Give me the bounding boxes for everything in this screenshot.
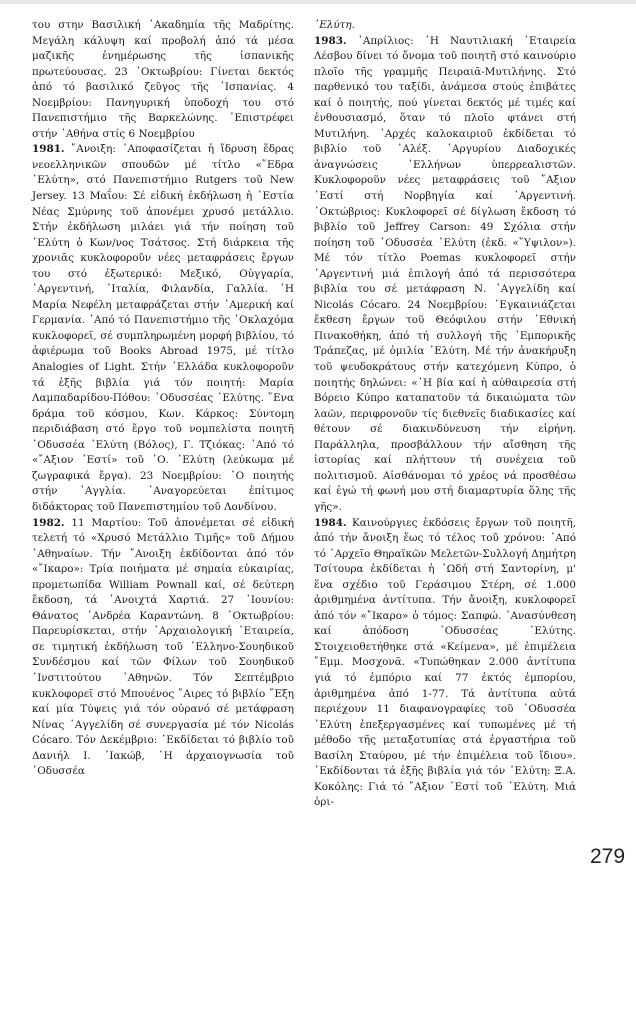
year-heading: 1984.: [314, 516, 347, 529]
year-heading: 1983.: [314, 34, 347, 47]
paragraph-1984: 1984. Καινούργιες ἐκδόσεις ἔργων τοῦ ποιητῆ, ἀπό τήν ἄνοιξη ἕως τό τέλος τοῦ χρόνου: ᾿Από τό ᾿Αρχεῖο Θηραϊκῶν Μελετῶν-Συλλογή Δημήτρη Τσίτουρα ἐκδίδεται ἡ ᾿Ωδή στή Σαντορίνη, μ' ἕνα σχέδιο τοῦ Γεράσιμου Στέρη, σέ 1.000 ἀριθμημένα ἀντίτυπα. Τήν ἄνοιξη, κυκλοφορεῖ ἀπό τόν «῎Ικαρο» ὁ τόμος: Σαπφώ. ᾿Ανασύνθεση καί ἀπόδοση ᾿Οδυσσέας ᾿Ελύτης. Στοιχειοθετήθηκε στά «Κείμενα», μέ ἐπιμέλεια ῎Εμμ. Μοσχονᾶ. «Τυπώθηκαν 2.000 ἀντίτυπα γιά τό ἐμπόριο καί 77 ἐκτός ἐμπορίου, ἀριθμημένα ἀπό 1-77. Τά ἀντίτυπα αὐτά περιέχουν 11 διαφανογραφίες τοῦ ᾿Οδυσσέα ᾿Ελύτη ἐπεξεργασμένες καί τυπωμένες μέ τή μέθοδο τῆς μεταξοτυπίας στά ἐργαστήρια τοῦ Βασίλη Σταύρου, μέ τήν ἐπιμέλεια τοῦ ἴδιου». ᾿Εκδίδονται τά ἑξῆς βιβλία γιά τόν ᾿Ελύτη: Ξ.Α. Κοκόλης: Γιά τό ῎Αξιον ᾿Εστί τοῦ ᾿Ελύτη. Μιά ὁρι-: [314, 516, 576, 809]
left-column: [32, 18, 294, 780]
paragraph-1981: 1981. ῎Ανοιξη: ᾿Αποφασίζεται ἡ ἵδρυση ἕδρας νεοελληνικῶν σπουδῶν μέ τίτλο «῞Εδρα ᾿Ελύτη», στό Πανεπιστήμιο Rutgers τοῦ New Jersey. 13 Μαΐου: Σέ εἰδική ἐκδήλωση ἡ ῾Εστία Νέας Σμύρνης τοῦ ἀπονέμει χρυσό μετάλλιο. Στήν ἐκδήλωση μιλάει γιά τήν ποίηση τοῦ ᾿Ελύτη ὁ Κων/νος Τσάτσος. Στή διάρκεια τῆς χρονιᾶς κυκλοφοροῦν νέες μεταφράσεις ἔργων του στό ἐξωτερικό: Μεξικό, Οὐγγαρία, ᾿Αργεντινή, ᾿Ιταλία, Φιλανδία, Γαλλία. ῾Η Μαρία Νεφέλη μεταφράζεται στήν ᾿Αμερική καί Γερμανία. ᾿Από τό Πανεπιστήμιο τῆς ᾿Οκλαχόμα κυκλοφορεῖ, σέ συμπληρωμένη μορφή βιβλίου, τό ἀφιέρωμα τοῦ Books Abroad 1975, μέ τίτλο Analogies of Light. Στήν ῾Ελλάδα κυκλοφοροῦν τά ἑξῆς βιβλία γιά τόν ποιητή: Μαρία Λαμπαδαρίδου-Πόθου: ᾿Οδυσσέας ᾿Ελύτης. ῞Ενα δράμα τοῦ κόσμου, Κων. Κάρκος: Σύντομη περιδιάβαση στό ἔργο τοῦ νομπελίστα ποιητῆ ᾿Οδυσσέα ᾿Ελύτη (Βόλος), Γ. Τζιόκας: ᾿Από τό «῎Αξιον ᾿Εστί» τοῦ ᾿Ο. ᾿Ελύτη (λεύκωμα μέ ζωγραφικά ἔργα). 23 Νοεμβρίου: ῾Ο ποιητής στήν ᾿Αγγλία. ᾿Αναγορεύεται ἐπίτιμος διδάκτορας τοῦ Πανεπιστημίου τοῦ Λονδίνου.: [32, 143, 294, 513]
paragraph-1982: 1982. 11 Μαρτίου: Τοῦ ἀπονέμεται σέ εἰδική τελετή τό «Χρυσό Μετάλλιο Τιμῆς» τοῦ Δήμου ᾿Αθηναίων. Τήν ῎Ανοιξη ἐκδίδονται ἀπό τόν «῎Ικαρο»: Τρία ποιήματα μέ σημαία εὐκαιρίας, προμετωπίδα William Pownall καί, σέ δεύτερη ἔκδοση, τά ᾿Ανοιχτά Χαρτιά. 27 ᾿Ιουνίου: Θάνατος ᾿Ανδρέα Καραντώνη. 8 ᾿Οκτωβρίου: Παρευρίσκεται, στήν ᾿Αρχαιολογική ῾Εταιρεία, σε τιμητική ἐκδήλωση τοῦ ῾Ελληνο-Σουηδικοῦ Συνδέσμου καί τῶν Φίλων τοῦ Σουηδικοῦ ᾿Ινστιτούτου ᾿Αθηνῶν. Τόν Σεπτέμβριο κυκλοφορεῖ στό Μπουένος ῎Αιρες τό βιβλίο ῎Εξη καί μία Τύψεις γιά τόν οὐρανό σέ μετάφραση Νίνας ᾿Αγγελίδη σέ συνεργασία μέ τόν Nicolás Cócaro. Τόν Δεκέμβριο: ᾿Εκδίδεται τό βιβλίο τοῦ Δανιήλ Ι. ᾿Ιακώβ, ῾Η ἀρχαιογνωσία τοῦ ᾿Οδυσσέα: [32, 516, 294, 778]
top-edge: [0, 0, 636, 4]
paragraph: του στην Βασιλική ᾿Ακαδημία τῆς Μαδρίτης. Μεγάλη κάλυψη καί προβολή ἀπό τά μέσα μαζικῆς ἐνημέρωσης τῆς ἰσπανικῆς πρωτεύουσας. 23 ᾿Οκτωβρίου: Γίνεται δεκτός ἀπό τό βασιλικό ζεῦγος τῆς ᾿Ισπανίας. 4 Νοεμβρίου: Πανηγυρική ὑποδοχή του στό Πανεπιστήμιο τῆς Βαρκελώνης. ᾿Επιστρέφει στήν ᾿Αθήνα στίς 6 Νοεμβρίου: [32, 19, 294, 140]
paragraph-1983: 1983. ᾿Απρίλιος: ῾Η Ναυτιλιακή ῾Εταιρεία Λέσβου δίνει τό ὄνομα τοῦ ποιητῆ στό καινούριο πλοῖο τῆς γραμμῆς Πειραιᾶ-Μυτιλήνης. Στό παρθενικό του ταξίδι, ἀνάμεσα στούς ἐπιβάτες καί ὁ ποιητής, πού γίνεται δεκτός μέ τιμές καί ἐνθουσιασμό, ὅταν τό πλοῖο φτάνει στή Μυτιλήνη. ᾿Αρχές καλοκαιριοῦ ἐκδίδεται τό βιβλίο τοῦ ᾿Αλέξ. ᾿Αργυρίου Διαδοχικές ἀναγνώσεις ῾Ελλήνων ὑπερρεαλιστῶν. Κυκλοφοροῦν νέες μεταφράσεις τοῦ ῎Αξιον ᾿Εστί στή Νορβηγία καί ᾿Αργεντινή. ᾿Οκτώβριος: Κυκλοφορεῖ σέ δίγλωση ἔκδοση τό βιβλίο τοῦ Jeffrey Carson: 49 Σχόλια στήν ποίηση τοῦ ᾿Οδυσσέα ᾿Ελύτη (ἐκδ. «῞Υψιλον»). Μέ τόν τίτλο Poemas κυκλοφορεῖ στήν ᾿Αργεντινή μιά ἐπιλογή ἀπό τά περισσότερα βιβλία του σέ μετάφραση Ν. ᾿Αγγελίδη καί Nicolás Cócaro. 24 Νοεμβρίου: ᾿Εγκαινιάζεται ἔκθεση ἔργων τοῦ Θεόφιλου στήν ᾿Εθνική Πινακοθήκη, ἀπό τή συλλογή τῆς ᾿Εμπορικῆς Τράπεζας, μέ ὁμιλία ᾿Ελύτη. Μέ τήν ἀνακήρυξη τοῦ ψευδοκράτους στήν κατεχόμενη Κύπρο, ὁ ποιητής δηλώνει: «῾Η βία καί ἡ αὐθαιρεσία στή Βόρειο Κύπρο καταπατοῦν τά δικαιώματα τῶν λαῶν, περιφρονοῦν τίς διεθνεῖς διαδικασίες καί θέτουν σέ διακινδύνευση τήν εἰρήνη. Παράλληλα, προσβάλλουν τήν αἴσθηση τῆς ἱστορίας καί πλήττουν τή συνέχεια τοῦ πολιτισμοῦ. Αἰσθάνομαι τό χρέος νά προσθέσω καί ἐγώ τή φωνή μου στή διαμαρτυρία ὅλης τῆς γῆς».: [314, 34, 576, 513]
right-column: [314, 18, 576, 811]
year-heading: 1981.: [32, 143, 65, 156]
page-number: 279: [590, 845, 626, 868]
year-heading: 1982.: [32, 516, 65, 529]
paragraph: ᾿Ελύτη.: [314, 19, 355, 31]
